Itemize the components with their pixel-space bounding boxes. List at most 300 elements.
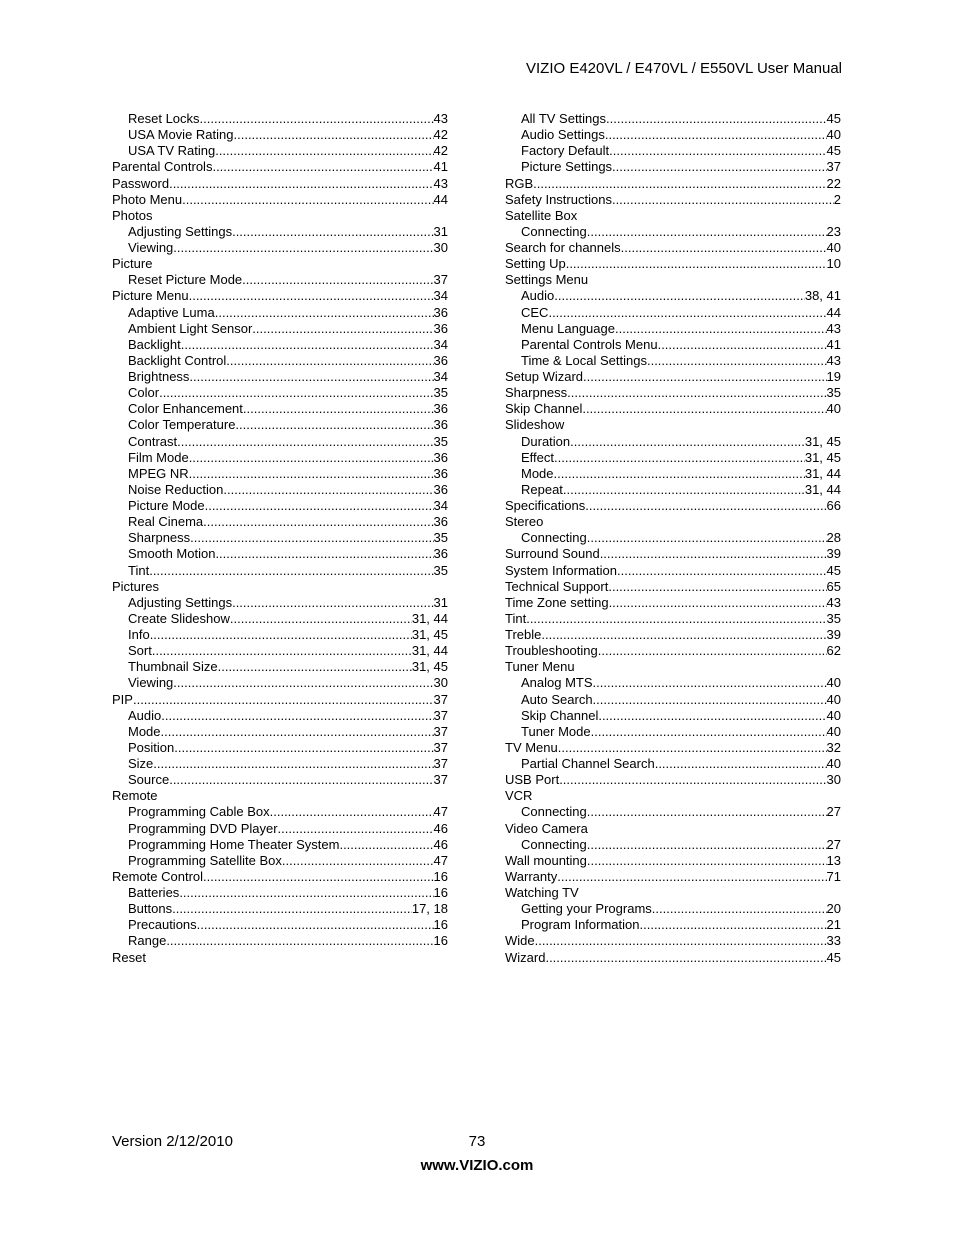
dot-leader — [559, 772, 826, 788]
index-entry-label: Tint — [128, 562, 150, 578]
index-entry — [505, 450, 841, 466]
dot-leader — [554, 466, 805, 482]
index-entry-pages: 36 — [433, 546, 448, 562]
index-entry-label: Parental Controls — [112, 159, 213, 175]
index-entry-pages: 31, 45 — [411, 659, 448, 675]
index-entry — [112, 546, 448, 562]
index-entry — [112, 288, 448, 304]
index-entry-label: Program Information — [521, 917, 640, 933]
index-entry-pages: 30 — [433, 675, 448, 691]
index-entry-pages: 36 — [433, 514, 448, 530]
dot-leader — [189, 450, 434, 466]
index-entry — [505, 595, 841, 611]
index-heading — [112, 208, 448, 224]
index-entry-pages: 31 — [433, 223, 448, 239]
index-heading — [112, 788, 448, 804]
index-entry-label: All TV Settings — [521, 111, 607, 126]
index-entry — [505, 546, 841, 562]
index-entry-label: Video Camera — [505, 820, 588, 836]
index-entry — [112, 643, 448, 659]
dot-leader — [545, 950, 826, 966]
index-entry-label: Film Mode — [128, 449, 189, 465]
dot-leader — [609, 143, 826, 159]
dot-leader — [189, 369, 433, 385]
index-entry-pages: 45 — [826, 949, 841, 965]
index-entry — [112, 224, 448, 240]
dot-leader — [200, 111, 434, 127]
dot-leader — [232, 224, 433, 240]
index-heading — [112, 579, 448, 595]
dot-leader — [223, 482, 433, 498]
index-entry-pages: 37 — [433, 772, 448, 788]
index-entry-label: Picture — [112, 256, 153, 272]
dot-leader — [173, 675, 433, 691]
index-entry-pages: 36 — [433, 304, 448, 320]
dot-leader — [197, 917, 434, 933]
index-entry — [505, 498, 841, 514]
index-entry-label: TV Menu — [505, 739, 558, 755]
dot-leader — [215, 305, 434, 321]
dot-leader — [591, 724, 827, 740]
index-entry — [112, 563, 448, 579]
index-entry — [505, 305, 841, 321]
index-entry-pages: 44 — [826, 304, 841, 320]
dot-leader — [212, 159, 433, 175]
index-entry-pages: 39 — [826, 546, 841, 562]
index-column-left — [112, 111, 448, 966]
index-entry-label: Remote Control — [112, 868, 204, 884]
index-entry — [112, 869, 448, 885]
dot-leader — [230, 611, 412, 627]
index-entry-pages: 45 — [826, 562, 841, 578]
index-entry-pages: 40 — [826, 675, 841, 691]
dot-leader — [640, 917, 827, 933]
dot-leader — [150, 627, 412, 643]
index-entry — [505, 482, 841, 498]
index-entry-label: Noise Reduction — [128, 481, 224, 497]
index-entry-label: Safety Instructions — [505, 191, 612, 207]
index-entry — [112, 466, 448, 482]
index-heading — [505, 788, 841, 804]
index-entry — [505, 369, 841, 385]
index-entry — [505, 159, 841, 175]
index-entry-pages: 47 — [433, 852, 448, 868]
index-entry-label: Analog MTS — [521, 675, 593, 691]
index-entry-pages: 36 — [433, 449, 448, 465]
dot-leader — [179, 885, 433, 901]
index-entry-pages: 35 — [433, 385, 448, 401]
index-entry-label: RGB — [505, 175, 534, 191]
index-entry-pages: 43 — [826, 320, 841, 336]
dot-leader — [658, 337, 827, 353]
dot-leader — [203, 869, 433, 885]
index-entry — [112, 127, 448, 143]
dot-leader — [570, 434, 805, 450]
index-entry-pages: 10 — [826, 256, 841, 272]
index-entry-pages: 37 — [826, 159, 841, 175]
index-entry-label: Wall mounting — [505, 852, 587, 868]
dot-leader — [585, 498, 826, 514]
index-entry-label: Backlight — [128, 336, 181, 352]
dot-leader — [270, 804, 434, 820]
index-heading — [505, 417, 841, 433]
dot-leader — [647, 353, 827, 369]
index-entry — [112, 917, 448, 933]
dot-leader — [153, 756, 433, 772]
index-entry — [112, 675, 448, 691]
index-entry-label: CEC — [521, 304, 549, 320]
dot-leader — [152, 643, 412, 659]
index-entry — [505, 950, 841, 966]
index-entry-label: Brightness — [128, 369, 190, 384]
index-entry-label: Password — [112, 175, 170, 191]
index-entry-label: Programming Cable Box — [128, 804, 270, 820]
index-heading — [505, 208, 841, 224]
index-entry — [505, 724, 841, 740]
index-entry-label: Picture Mode — [128, 498, 205, 513]
dot-leader — [609, 595, 827, 611]
index-entry — [112, 853, 448, 869]
index-entry — [112, 385, 448, 401]
dot-leader — [582, 401, 826, 417]
index-entry — [112, 305, 448, 321]
index-entry-label: Specifications — [505, 498, 586, 513]
index-entry-pages: 37 — [433, 691, 448, 707]
index-entry-label: Tuner Mode — [521, 723, 591, 739]
dot-leader — [652, 901, 827, 917]
index-entry — [505, 256, 841, 272]
dot-leader — [535, 933, 827, 949]
dot-leader — [339, 837, 433, 853]
index-entry-label: Photos — [112, 207, 153, 223]
index-entry-pages: 30 — [826, 772, 841, 788]
index-entry-pages: 17, 18 — [411, 901, 448, 917]
index-entry-label: System Information — [505, 562, 617, 578]
index-entry-pages: 40 — [826, 707, 841, 723]
index-entry-pages: 40 — [826, 756, 841, 771]
dot-leader — [600, 546, 827, 562]
index-entry-pages: 19 — [826, 369, 841, 384]
index-entry-pages: 30 — [433, 240, 448, 255]
dot-leader — [606, 111, 827, 127]
index-entry-pages: 34 — [433, 288, 448, 304]
index-entry-label: Photo Menu — [112, 191, 183, 207]
index-entry-label: Tint — [505, 610, 527, 626]
dot-leader — [252, 321, 433, 337]
index-entry-label: Repeat — [521, 481, 563, 497]
index-entry-label: Connecting — [521, 804, 587, 820]
index-entry-label: Mode — [521, 465, 554, 481]
index-heading — [505, 659, 841, 675]
index-entry-pages: 16 — [433, 917, 448, 933]
index-entry-pages: 37 — [433, 272, 448, 288]
dot-leader — [189, 466, 434, 482]
index-entry-label: Getting your Programs — [521, 901, 652, 917]
index-entry-pages: 2 — [833, 191, 841, 207]
dot-leader — [190, 530, 433, 546]
index-entry — [505, 675, 841, 691]
index-entry — [505, 401, 841, 417]
index-entry — [505, 627, 841, 643]
dot-leader — [189, 288, 434, 304]
dot-leader — [169, 772, 433, 788]
index-heading — [505, 885, 841, 901]
index-entry-label: Sort — [128, 643, 152, 659]
index-entry-pages: 40 — [826, 723, 841, 739]
dot-leader — [541, 627, 826, 643]
index-entry — [505, 530, 841, 546]
index-entry — [505, 756, 841, 772]
dot-leader — [234, 127, 434, 143]
index-entry — [505, 692, 841, 708]
index-entry-label: Time & Local Settings — [521, 352, 647, 368]
index-entry-pages: 34 — [433, 336, 448, 352]
index-entry-pages: 46 — [433, 820, 448, 836]
index-entry-label: Backlight Control — [128, 352, 227, 368]
index-entry-label: Troubleshooting — [505, 643, 598, 659]
index-entry-pages: 43 — [826, 594, 841, 610]
index-entry-label: Sharpness — [505, 385, 568, 401]
index-entry-label: Wizard — [505, 949, 546, 965]
index-entry-label: Picture Menu — [112, 288, 189, 304]
index-entry-label: Adaptive Luma — [128, 304, 215, 320]
index-entry-label: Technical Support — [505, 578, 609, 594]
dot-leader — [242, 272, 433, 288]
index-entry — [505, 917, 841, 933]
dot-leader — [587, 837, 827, 853]
dot-leader — [612, 159, 826, 175]
index-entry-label: Range — [128, 933, 167, 949]
index-entry-label: MPEG NR — [128, 465, 189, 481]
dot-leader — [169, 176, 433, 192]
index-entry-pages: 65 — [826, 578, 841, 594]
index-entry — [112, 740, 448, 756]
index-entry-label: Buttons — [128, 901, 173, 917]
index-heading — [112, 256, 448, 272]
index-entry-label: Viewing — [128, 240, 174, 255]
page-header-title: VIZIO E420VL / E470VL / E550VL User Manual — [525, 60, 842, 77]
dot-leader — [243, 401, 434, 417]
index-entry — [505, 466, 841, 482]
index-entry-pages: 31 — [433, 594, 448, 610]
index-entry-pages: 23 — [826, 223, 841, 239]
index-entry-pages: 42 — [433, 127, 448, 143]
index-entry — [505, 901, 841, 917]
index-entry-pages: 32 — [826, 739, 841, 755]
index-entry-pages: 31, 44 — [411, 610, 448, 626]
dot-leader — [149, 563, 433, 579]
index-entry — [112, 353, 448, 369]
index-column-right — [505, 111, 841, 966]
index-entry-pages: 16 — [433, 933, 448, 949]
dot-leader — [557, 869, 826, 885]
index-entry-label: Real Cinema — [128, 514, 204, 530]
index-entry-label: Color — [128, 385, 160, 401]
index-entry-label: Precautions — [128, 917, 197, 933]
index-entry — [112, 240, 448, 256]
index-entry-pages: 16 — [433, 868, 448, 884]
index-entry — [505, 288, 841, 304]
index-entry — [112, 530, 448, 546]
index-entry-pages: 40 — [826, 240, 841, 255]
index-entry-pages: 22 — [826, 175, 841, 191]
index-entry-pages: 66 — [826, 498, 841, 513]
index-entry-label: Adjusting Settings — [128, 223, 233, 239]
dot-leader — [282, 853, 434, 869]
index-entry-pages: 37 — [433, 739, 448, 755]
dot-leader — [173, 240, 433, 256]
index-entry-label: Adjusting Settings — [128, 594, 233, 610]
index-entry — [112, 176, 448, 192]
dot-leader — [174, 740, 433, 756]
index-entry-pages: 28 — [826, 530, 841, 546]
index-entry-label: Source — [128, 772, 170, 788]
index-entry-label: Treble — [505, 627, 542, 642]
index-entry — [505, 434, 841, 450]
index-entry — [112, 901, 448, 917]
index-heading — [505, 821, 841, 837]
index-entry-label: Parental Controls Menu — [521, 336, 658, 352]
index-entry-label: Slideshow — [505, 417, 565, 433]
index-entry — [505, 853, 841, 869]
index-entry — [112, 401, 448, 417]
dot-leader — [587, 530, 827, 546]
dot-leader — [159, 385, 433, 401]
index-entry — [112, 692, 448, 708]
dot-leader — [203, 514, 433, 530]
index-entry — [505, 772, 841, 788]
dot-leader — [558, 740, 827, 756]
index-entry — [112, 498, 448, 514]
index-entry-pages: 31, 45 — [411, 627, 448, 642]
index-entry-pages: 35 — [826, 385, 841, 401]
index-heading — [505, 272, 841, 288]
index-entry-pages: 34 — [433, 498, 448, 513]
index-entry-label: Audio — [521, 288, 555, 304]
index-entry — [112, 659, 448, 675]
index-entry-pages: 40 — [826, 691, 841, 707]
index-entry — [112, 337, 448, 353]
index-entry-label: Connecting — [521, 530, 587, 546]
index-entry-pages: 41 — [433, 159, 448, 175]
index-entry-label: Audio Settings — [521, 127, 605, 143]
index-entry — [112, 450, 448, 466]
dot-leader — [587, 804, 827, 820]
index-entry-label: Thumbnail Size — [128, 659, 218, 675]
dot-leader — [598, 643, 827, 659]
index-entry-pages: 27 — [826, 836, 841, 852]
index-entry-label: Reset Picture Mode — [128, 272, 243, 288]
index-entry — [112, 821, 448, 837]
index-entry-label: Position — [128, 739, 175, 755]
index-entry-label: Mode — [128, 723, 161, 739]
dot-leader — [205, 498, 434, 514]
index-entry — [112, 321, 448, 337]
dot-leader — [161, 708, 433, 724]
index-entry — [112, 482, 448, 498]
index-entry-pages: 41 — [826, 336, 841, 352]
dot-leader — [617, 563, 827, 579]
index-entry — [505, 240, 841, 256]
index-entry-pages: 38, 41 — [804, 288, 841, 304]
dot-leader — [554, 450, 805, 466]
index-entry — [505, 563, 841, 579]
index-entry-pages: 40 — [826, 127, 841, 143]
index-entry-label: Picture Settings — [521, 159, 613, 175]
index-entry-pages: 36 — [433, 417, 448, 433]
index-entry-pages: 31, 45 — [804, 433, 841, 449]
dot-leader — [232, 595, 433, 611]
index-entry-pages: 34 — [433, 369, 448, 384]
index-entry-label: Create Slideshow — [128, 610, 230, 626]
index-entry-label: Time Zone setting — [505, 594, 609, 610]
index-entry-pages: 37 — [433, 723, 448, 739]
index-entry-pages: 31, 44 — [804, 465, 841, 481]
index-entry-label: Skip Channel — [505, 401, 583, 417]
index-entry — [505, 611, 841, 627]
dot-leader — [166, 933, 433, 949]
index-entry — [505, 192, 841, 208]
index-entry-pages: 43 — [433, 111, 448, 126]
dot-leader — [615, 321, 827, 337]
dot-leader — [655, 756, 827, 772]
dot-leader — [526, 611, 826, 627]
dot-leader — [177, 434, 433, 450]
index-entry — [505, 353, 841, 369]
footer-page-number: 73 — [468, 1133, 486, 1150]
dot-leader — [612, 192, 834, 208]
index-entry-label: Watching TV — [505, 885, 579, 900]
index-entry-label: Satellite Box — [505, 207, 578, 223]
index-entry-label: Setup Wizard — [505, 369, 584, 384]
dot-leader — [181, 337, 434, 353]
index-entry-label: Stereo — [505, 514, 544, 530]
index-entry — [112, 724, 448, 740]
index-entry-pages: 62 — [826, 643, 841, 659]
index-entry-pages: 27 — [826, 804, 841, 820]
index-entry — [505, 740, 841, 756]
index-entry-label: Partial Channel Search — [521, 756, 655, 771]
index-entry-label: Wide — [505, 933, 535, 949]
index-entry — [112, 627, 448, 643]
index-entry — [505, 111, 841, 127]
index-entry-label: Color Temperature — [128, 417, 236, 433]
index-entry-pages: 36 — [433, 465, 448, 481]
index-entry-label: Surround Sound — [505, 546, 600, 562]
index-entry-label: Info — [128, 627, 150, 642]
index-entry-pages: 45 — [826, 143, 841, 159]
index-entry — [505, 176, 841, 192]
dot-leader — [226, 353, 433, 369]
dot-leader — [533, 176, 826, 192]
index-entry-label: Auto Search — [521, 691, 593, 707]
index-entry-pages: 35 — [433, 530, 448, 546]
index-entry-pages: 31, 44 — [804, 481, 841, 497]
index-entry-label: Duration — [521, 433, 571, 449]
index-entry-pages: 40 — [826, 401, 841, 417]
index-entry-pages: 20 — [826, 901, 841, 917]
index-entry — [112, 611, 448, 627]
index-entry-label: Contrast — [128, 433, 178, 449]
index-entry-label: Size — [128, 756, 154, 771]
index-entry-pages: 44 — [433, 191, 448, 207]
index-entry-pages: 36 — [433, 401, 448, 417]
index-entry — [505, 224, 841, 240]
index-entry — [505, 869, 841, 885]
index-entry — [112, 885, 448, 901]
index-entry-pages: 42 — [433, 143, 448, 159]
index-entry-label: Ambient Light Sensor — [128, 320, 253, 336]
